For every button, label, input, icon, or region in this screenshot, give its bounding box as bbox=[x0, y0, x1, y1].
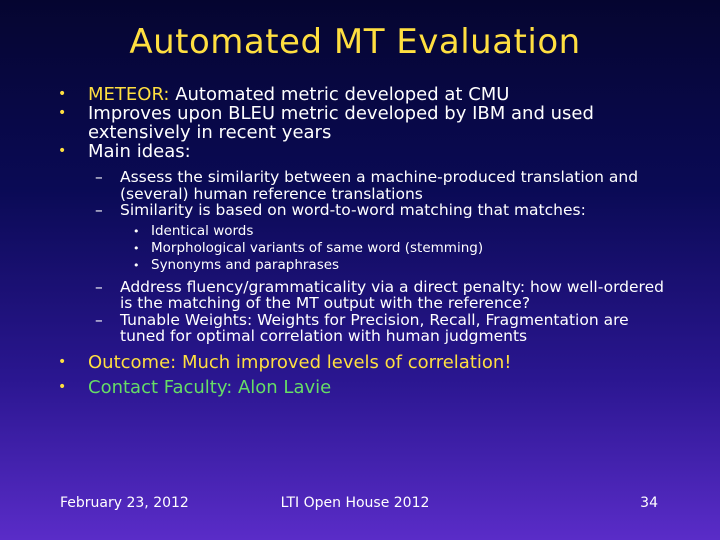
similarity-text: Assess the similarity between a machine-produced translation and (several) human reference translations bbox=[120, 168, 639, 203]
bullet-dot-icon: • bbox=[58, 86, 67, 102]
weights-text: Tunable Weights: Weights for Precision, Recall, Fragmentation are tuned for optimal correlation with human judgments bbox=[120, 310, 629, 345]
sub-bullet-matching bbox=[58, 202, 678, 219]
bullet-dot-icon: • bbox=[133, 258, 140, 272]
contact-text: Contact Faculty: Alon Lavie bbox=[88, 376, 332, 398]
outcome-text: Outcome: Much improved levels of correlation! bbox=[88, 351, 512, 373]
synonyms-text: Synonyms and paraphrases bbox=[151, 256, 340, 273]
sub-bullet-similarity bbox=[58, 169, 678, 202]
bleu-text: Improves upon BLEU metric developed by IBM and used extensively in recent years bbox=[88, 103, 594, 143]
bullet-dot-icon: • bbox=[58, 353, 67, 370]
footer-event: LTI Open House 2012 bbox=[280, 495, 430, 511]
meteor-text: Automated metric developed at CMU bbox=[169, 84, 510, 105]
identical-text: Identical words bbox=[151, 222, 254, 239]
slide-content bbox=[58, 85, 678, 397]
footer-page-number: 34 bbox=[640, 495, 658, 511]
sub-bullet-fluency bbox=[58, 279, 678, 312]
bullet-outcome bbox=[58, 353, 678, 372]
bullet-bleu bbox=[58, 104, 678, 142]
sub-sub-bullet-morph bbox=[58, 240, 678, 257]
morph-text: Morphological variants of same word (stemming) bbox=[151, 239, 484, 256]
dash-icon: – bbox=[95, 277, 103, 296]
sub-bullet-weights bbox=[58, 312, 678, 345]
dash-icon: – bbox=[95, 310, 103, 329]
bullet-dot-icon: • bbox=[58, 105, 67, 121]
bullet-contact bbox=[58, 378, 678, 397]
bullet-dot-icon: • bbox=[58, 378, 67, 395]
meteor-label: METEOR: bbox=[88, 84, 170, 105]
slide-title: Automated MT Evaluation bbox=[129, 22, 581, 62]
matching-text: Similarity is based on word-to-word matching that matches: bbox=[120, 201, 586, 219]
bullet-dot-icon: • bbox=[133, 224, 140, 238]
fluency-text: Address fluency/grammaticality via a direct penalty: how well-ordered is the matching of the MT output with the reference? bbox=[120, 277, 664, 312]
bullet-meteor bbox=[58, 85, 678, 104]
bullet-main-ideas bbox=[58, 142, 678, 161]
sub-sub-bullet-synonyms bbox=[58, 257, 678, 274]
bullet-dot-icon: • bbox=[58, 143, 67, 159]
footer-date: February 23, 2012 bbox=[60, 495, 189, 511]
bullet-dot-icon: • bbox=[133, 241, 140, 255]
main-ideas-text: Main ideas: bbox=[88, 141, 191, 162]
sub-sub-bullet-identical bbox=[58, 223, 678, 240]
dash-icon: – bbox=[95, 168, 103, 186]
dash-icon: – bbox=[95, 201, 103, 219]
